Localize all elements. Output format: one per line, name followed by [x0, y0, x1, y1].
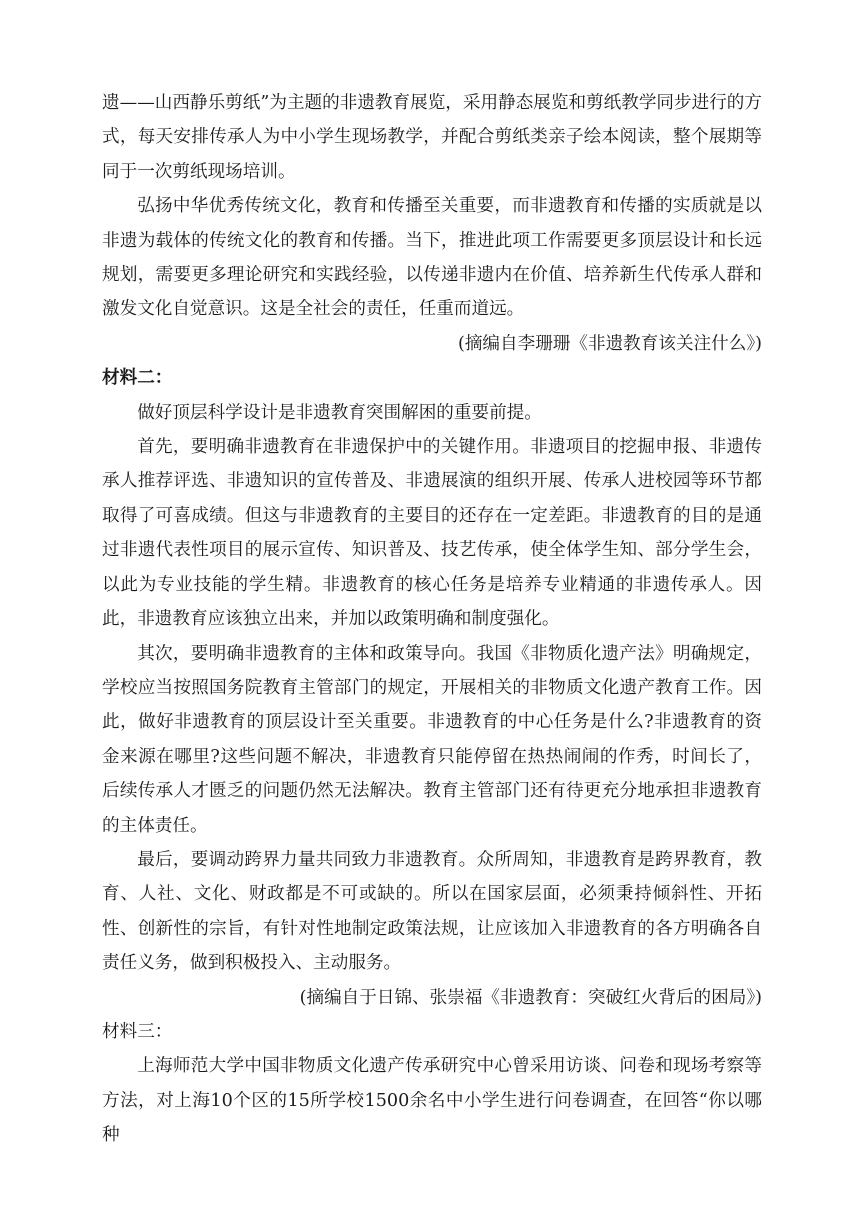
paragraph-material-one-end: 遗——山西静乐剪纸”为主题的非遗教育展览，采用静态展览和剪纸教学同步进行的方式，每天安排传承人为中小学生现场教学，并配合剪纸类亲子绘本阅读，整个展期等同于一次剪纸现场培训。 [102, 93, 762, 182]
paragraph-last: 最后，要调动跨界力量共同致力非遗教育。众所周知，非遗教育是跨界教育，教育、人社、文化、财政都是不可或缺的。所以在国家层面，必须秉持倾斜性、开拓性、创新性的宗旨，有针对性地制定政策法规，让应该加入非遗教育的各方明确各自责任义务，做到积极投入、主动服务。 [102, 849, 762, 974]
document-page [102, 86, 762, 1153]
heading-material-three: 材料三： [102, 1021, 173, 1042]
source-citation-one: (摘编自李珊珊《非遗教育该关注什么》) [457, 333, 762, 354]
paragraph-promote-culture: 弘扬中华优秀传统文化，教育和传播至关重要，而非遗教育和传播的实质就是以非遗为载体的传统文化的教育和传播。当下，推进此项工作需要更多顶层设计和长远规划，需要更多理论研究和实践经验，以传递非遗内在价值、培养新生代传承人群和激发文化自觉意识。这是全社会的责任，任重而道远。 [102, 196, 762, 320]
paragraph-top-design: 做好顶层科学设计是非遗教育突围解困的重要前提。 [137, 402, 542, 423]
paragraph-second: 其次，要明确非遗教育的主体和政策导向。我国《非物质化遗产法》明确规定，学校应当按照国务院教育主管部门的规定，开展相关的非物质文化遗产教育工作。因此，做好非遗教育的顶层设计至关重要。非遗教育的中心任务是什么?非遗教育的资金来源在哪里?这些问题不解决，非遗教育只能停留在热热闹闹的作秀，时间长了，后续传承人才匮乏的问题仍然无法解决。教育主管部门还有待更充分地承担非遗教育的主体责任。 [102, 643, 762, 836]
heading-material-two: 材料二： [102, 367, 173, 389]
paragraph-first: 首先，要明确非遗教育在非遗保护中的关键作用。非遗项目的挖掘申报、非遗传承人推荐评选、非遗知识的宣传普及、非遗展演的组织开展、传承人进校园等环节都取得了可喜成绩。但这与非遗教育的主要目的还存在一定差距。非遗教育的目的是通过非遗代表性项目的展示宣传、知识普及、技艺传承，使全体学生知、部分学生会，以此为专业技能的学生精。非遗教育的核心任务是培养专业精通的非遗传承人。因此，非遗教育应该独立出来，并加以政策明确和制度强化。 [102, 437, 762, 630]
paragraph-survey: 上海师范大学中国非物质文化遗产传承研究中心曾采用访谈、问卷和现场考察等方法，对上海10个区的15所学校1500余名中小学生进行问卷调查，在回答“你以哪种 [102, 1056, 762, 1146]
source-citation-two: (摘编自于日锦、张崇福《非遗教育：突破红火背后的困局》) [299, 987, 762, 1008]
